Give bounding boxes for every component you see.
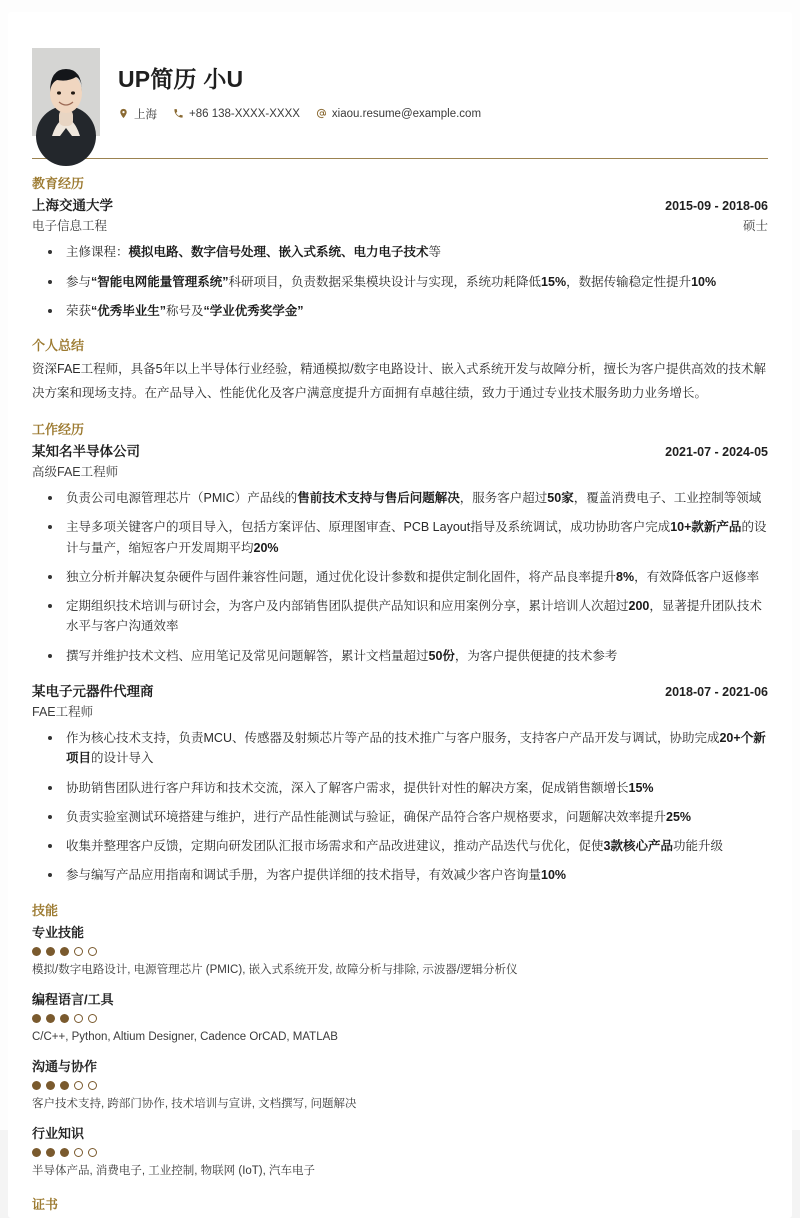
skill-dot-filled: [32, 1081, 41, 1090]
section-skills: [32, 902, 768, 1181]
skill-group-name: 专业技能: [32, 924, 85, 940]
page-title: UP简历 小U: [118, 66, 244, 92]
skill-dot-filled: [32, 947, 41, 956]
skill-group-desc: C/C++, Python, Altium Designer, Cadence OrCAD, MATLAB: [32, 1031, 338, 1044]
education-major: 电子信息工程: [32, 219, 108, 234]
skill-group-name: 沟通与协作: [32, 1058, 98, 1074]
work-bullets: [32, 728, 768, 886]
skill-dot-filled: [46, 1148, 55, 1157]
skill-dot-filled: [60, 947, 69, 956]
avatar: [32, 48, 100, 136]
list-item: 负责公司电源管理芯片（PMIC）产品线的售前技术支持与售后问题解决，服务客户超过50家，覆盖消费电子、工业控制等领域: [32, 488, 768, 508]
email-at-icon: [316, 108, 327, 119]
skill-group-desc: 模拟/数字电路设计, 电源管理芯片 (PMIC), 嵌入式系统开发, 故障分析与排除, 示波器/逻辑分析仪: [32, 964, 518, 977]
list-item: 定期组织技术培训与研讨会，为客户及内部销售团队提供产品知识和应用案例分享，累计培训人次超过200，显著提升团队技术水平与客户沟通效率: [32, 596, 768, 637]
education-entry: [32, 196, 768, 321]
header-divider: [32, 158, 768, 159]
skill-group: [32, 990, 768, 1047]
skill-dot-filled: [60, 1148, 69, 1157]
skill-dot-filled: [60, 1081, 69, 1090]
section-certificates: [32, 1196, 768, 1214]
list-item: 参与编写产品应用指南和调试手册，为客户提供详细的技术指导，有效减少客户咨询量10%: [32, 865, 768, 885]
list-item: 收集并整理客户反馈，定期向研发团队汇报市场需求和产品改进建议，推动产品迭代与优化，促使3款核心产品功能升级: [32, 836, 768, 856]
skill-dot-empty: [88, 947, 97, 956]
skill-dot-empty: [74, 947, 83, 956]
list-item: 负责实验室测试环境搭建与维护，进行产品性能测试与验证，确保产品符合客户规格要求，问题解决效率提升25%: [32, 807, 768, 827]
contact-phone: [173, 108, 300, 120]
skill-group-name: 编程语言/工具: [32, 991, 114, 1007]
education-bullets: [32, 242, 768, 321]
contact-list: [118, 106, 481, 122]
work-company: 某知名半导体公司: [32, 443, 140, 459]
skill-dot-empty: [88, 1148, 97, 1157]
work-role: FAE工程师: [32, 704, 94, 719]
section-summary: [32, 337, 768, 404]
skill-dot-empty: [74, 1014, 83, 1023]
skill-group: [32, 1124, 768, 1181]
section-title-education: 教育经历: [32, 176, 85, 191]
skill-dot-filled: [46, 947, 55, 956]
header-text-block: [118, 48, 481, 122]
contact-email-text: xiaou.resume@example.com: [331, 107, 482, 120]
skill-dot-empty: [74, 1148, 83, 1157]
skill-level-dots: [32, 1081, 768, 1090]
skill-dot-filled: [32, 1148, 41, 1157]
skill-dot-empty: [74, 1081, 83, 1090]
list-item: 撰写并维护技术文档、应用笔记及常见问题解答，累计文档量超过50份，为客户提供便捷的技术参考: [32, 646, 768, 666]
skill-group-desc: 半导体产品, 消费电子, 工业控制, 物联网 (IoT), 汽车电子: [32, 1165, 316, 1178]
work-job-list: [32, 442, 768, 886]
section-work: [32, 421, 768, 886]
skill-dot-filled: [46, 1014, 55, 1023]
work-entry: [32, 682, 768, 886]
location-pin-icon: [118, 108, 129, 119]
section-education: [32, 175, 768, 321]
list-item: 荣获“优秀毕业生”称号及“学业优秀奖学金”: [32, 301, 768, 321]
skill-group-desc: 客户技术支持, 跨部门协作, 技术培训与宣讲, 文档撰写, 问题解决: [32, 1098, 357, 1111]
contact-location-text: 上海: [134, 108, 157, 121]
skill-dot-filled: [46, 1081, 55, 1090]
skill-level-dots: [32, 947, 768, 956]
skill-dot-empty: [88, 1081, 97, 1090]
work-company: 某电子元器件代理商: [32, 683, 154, 699]
list-item: 参与“智能电网能量管理系统”科研项目，负责数据采集模块设计与实现，系统功耗降低15%，数据传输稳定性提升10%: [32, 272, 768, 292]
skill-dot-filled: [32, 1014, 41, 1023]
skill-group: [32, 1057, 768, 1114]
skill-group-name: 行业知识: [32, 1125, 85, 1141]
summary-text: 资深FAE工程师，具备5年以上半导体行业经验，精通模拟/数字电路设计、嵌入式系统开发与故障分析，擅长为客户提供高效的技术解决方案和现场支持。在产品导入、性能优化及客户满意度提升方面拥有卓越往绩，致力于通过专业技术服务助力业务增长。: [32, 362, 767, 400]
education-school: 上海交通大学: [32, 198, 113, 214]
resume-card: [8, 12, 792, 1218]
section-title-certificates: 证书: [32, 1197, 59, 1213]
skill-group: [32, 923, 768, 980]
skill-group-list: [32, 923, 768, 1181]
section-title-skills: 技能: [32, 902, 59, 918]
work-date: 2021-07 - 2024-05: [665, 444, 768, 459]
work-date: 2018-07 - 2021-06: [665, 684, 768, 699]
phone-icon: [173, 108, 184, 119]
section-title-summary: 个人总结: [32, 338, 85, 354]
education-degree: 硕士: [742, 219, 768, 234]
list-item: 协助销售团队进行客户拜访和技术交流，深入了解客户需求，提供针对性的解决方案，促成销售额增长15%: [32, 778, 768, 798]
work-bullets: [32, 488, 768, 666]
section-title-work: 工作经历: [32, 421, 85, 437]
list-item: 主导多项关键客户的项目导入，包括方案评估、原理图审查、PCB Layout指导及系统调试，成功协助客户完成10+款新产品的设计与量产，缩短客户开发周期平均20%: [32, 517, 768, 558]
contact-phone-text: +86 138-XXXX-XXXX: [189, 107, 300, 120]
skill-dot-filled: [60, 1014, 69, 1023]
list-item: 作为核心技术支持，负责MCU、传感器及射频芯片等产品的技术推广与客户服务，支持客户产品开发与调试，协助完成20+个新项目的设计导入: [32, 728, 768, 769]
education-date: 2015-09 - 2018-06: [665, 199, 768, 214]
list-item: 主修课程：模拟电路、数字信号处理、嵌入式系统、电力电子技术等: [32, 242, 768, 262]
contact-location: [118, 106, 157, 122]
work-role: 高级FAE工程师: [32, 464, 119, 479]
skill-level-dots: [32, 1148, 768, 1157]
skill-dot-empty: [88, 1014, 97, 1023]
resume-header: [32, 48, 768, 136]
list-item: 独立分析并解决复杂硬件与固件兼容性问题，通过优化设计参数和提供定制化固件，将产品良率提升8%，有效降低客户返修率: [32, 567, 768, 587]
work-entry: [32, 442, 768, 666]
skill-level-dots: [32, 1014, 768, 1023]
contact-email: [316, 108, 481, 120]
